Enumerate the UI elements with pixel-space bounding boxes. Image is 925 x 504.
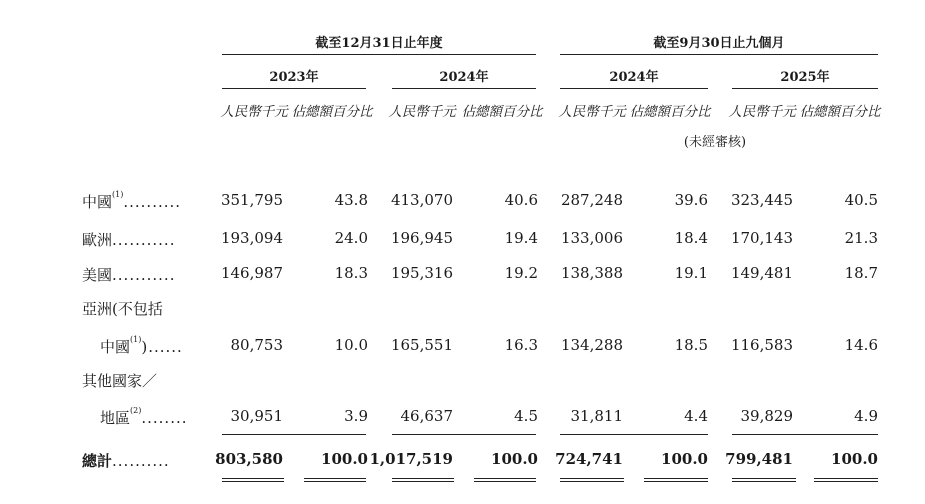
subtotal-rule <box>560 434 708 435</box>
footnote-ref: (1) <box>112 190 124 199</box>
row-label-text: 其他國家／ <box>82 372 158 390</box>
dot-leader: )...... <box>141 338 183 356</box>
total-cell: 100.0 <box>661 450 708 468</box>
total-double-rule <box>560 478 624 482</box>
table-cell: 4.4 <box>684 407 708 425</box>
year-underline-2024-annual <box>392 88 536 89</box>
table-cell: 138,388 <box>560 264 623 282</box>
table-cell: 21.3 <box>844 229 878 247</box>
table-cell: 196,945 <box>390 229 453 247</box>
dot-leader: .......... <box>123 193 182 211</box>
table-cell: 31,811 <box>570 407 623 425</box>
table-cell: 40.6 <box>504 191 538 209</box>
table-cell: 24.0 <box>334 229 368 247</box>
table-cell: 16.3 <box>504 336 538 354</box>
table-cell: 40.5 <box>844 191 878 209</box>
year-underline-2023 <box>222 88 366 89</box>
total-double-rule <box>222 478 284 482</box>
table-cell: 18.3 <box>334 264 368 282</box>
table-cell: 80,753 <box>230 336 283 354</box>
dot-leader: ........ <box>141 409 188 427</box>
year-underline-2024-nine-months <box>560 88 708 89</box>
unit-header-percent: 佔總額百分比 <box>629 104 711 120</box>
total-double-rule <box>392 478 454 482</box>
table-cell: 30,951 <box>230 407 283 425</box>
table-cell: 18.4 <box>674 229 708 247</box>
year-header-2025: 2025年 <box>780 70 830 85</box>
row-label-text: 美國 <box>82 266 113 284</box>
total-cell: 799,481 <box>725 450 793 468</box>
total-cell: 100.0 <box>831 450 878 468</box>
table-cell: 193,094 <box>220 229 283 247</box>
total-cell: 1,017,519 <box>369 450 453 468</box>
period-header-annual: 截至12月31日止年度 <box>315 36 443 51</box>
period-header-nine-months: 截至9月30日止九個月 <box>653 36 785 51</box>
row-label-others-line1 <box>82 370 157 391</box>
table-cell: 18.5 <box>674 336 708 354</box>
table-cell: 10.0 <box>334 336 368 354</box>
subtotal-rule <box>392 434 536 435</box>
total-double-rule <box>644 478 708 482</box>
period-underline-nine-months <box>560 54 878 55</box>
table-cell: 43.8 <box>334 191 368 209</box>
unit-header-percent: 佔總額百分比 <box>461 104 543 120</box>
table-cell: 323,445 <box>730 191 793 209</box>
table-cell: 149,481 <box>730 264 793 282</box>
year-header-2024-annual: 2024年 <box>439 70 489 85</box>
unit-header-rmb: 人民幣千元 <box>220 104 288 120</box>
total-cell: 100.0 <box>321 450 368 468</box>
row-label-text: 中國 <box>100 338 131 356</box>
total-cell: 100.0 <box>491 450 538 468</box>
unit-header-rmb: 人民幣千元 <box>558 104 626 120</box>
table-cell: 146,987 <box>220 264 283 282</box>
dot-leader: .......... <box>112 452 170 470</box>
total-double-rule <box>474 478 536 482</box>
dot-leader: ........... <box>112 266 176 284</box>
table-cell: 19.4 <box>504 229 538 247</box>
table-cell: 14.6 <box>844 336 878 354</box>
table-cell: 39,829 <box>740 407 793 425</box>
unit-header-rmb: 人民幣千元 <box>388 104 456 120</box>
table-cell: 4.9 <box>854 407 878 425</box>
table-cell: 287,248 <box>560 191 623 209</box>
unit-header-rmb: 人民幣千元 <box>728 104 796 120</box>
table-cell: 134,288 <box>560 336 623 354</box>
year-header-2023: 2023年 <box>269 70 319 85</box>
table-cell: 116,583 <box>730 336 793 354</box>
row-label-asia-line1 <box>82 298 163 319</box>
year-underline-2025 <box>732 88 878 89</box>
table-cell: 133,006 <box>560 229 623 247</box>
subtotal-rule <box>732 434 878 435</box>
row-label-text: 中國 <box>82 193 113 211</box>
table-cell: 46,637 <box>400 407 453 425</box>
period-underline-annual <box>222 54 536 55</box>
table-cell: 413,070 <box>390 191 453 209</box>
table-cell: 18.7 <box>844 264 878 282</box>
table-cell: 165,551 <box>390 336 453 354</box>
row-label-asia-line2 <box>100 336 183 357</box>
table-cell: 3.9 <box>344 407 368 425</box>
unaudited-note: (未經審核) <box>683 135 747 150</box>
table-cell: 170,143 <box>730 229 793 247</box>
row-label-text: 歐洲 <box>82 231 113 249</box>
row-label-usa <box>82 264 175 285</box>
table-cell: 19.2 <box>504 264 538 282</box>
table-cell: 19.1 <box>674 264 708 282</box>
row-label-text: 總計 <box>82 452 113 470</box>
total-double-rule <box>814 478 878 482</box>
total-cell: 724,741 <box>555 450 623 468</box>
table-cell: 4.5 <box>514 407 538 425</box>
footnote-ref: (2) <box>130 406 142 415</box>
total-double-rule <box>732 478 796 482</box>
row-label-europe <box>82 229 175 250</box>
unit-header-percent: 佔總額百分比 <box>799 104 881 120</box>
table-cell: 195,316 <box>390 264 453 282</box>
dot-leader: ........... <box>112 231 176 249</box>
row-label-text: 亞洲(不包括 <box>82 300 163 318</box>
total-cell: 803,580 <box>215 450 283 468</box>
table-cell: 39.6 <box>674 191 708 209</box>
table-cell: 351,795 <box>220 191 283 209</box>
unit-header-percent: 佔總額百分比 <box>291 104 373 120</box>
subtotal-rule <box>304 434 366 435</box>
year-header-2024-nine-months: 2024年 <box>609 70 659 85</box>
row-label-china <box>82 191 181 212</box>
footnote-ref: (1) <box>130 335 142 344</box>
total-double-rule <box>304 478 366 482</box>
row-label-text: 地區 <box>100 409 131 427</box>
row-label-total <box>82 450 170 471</box>
